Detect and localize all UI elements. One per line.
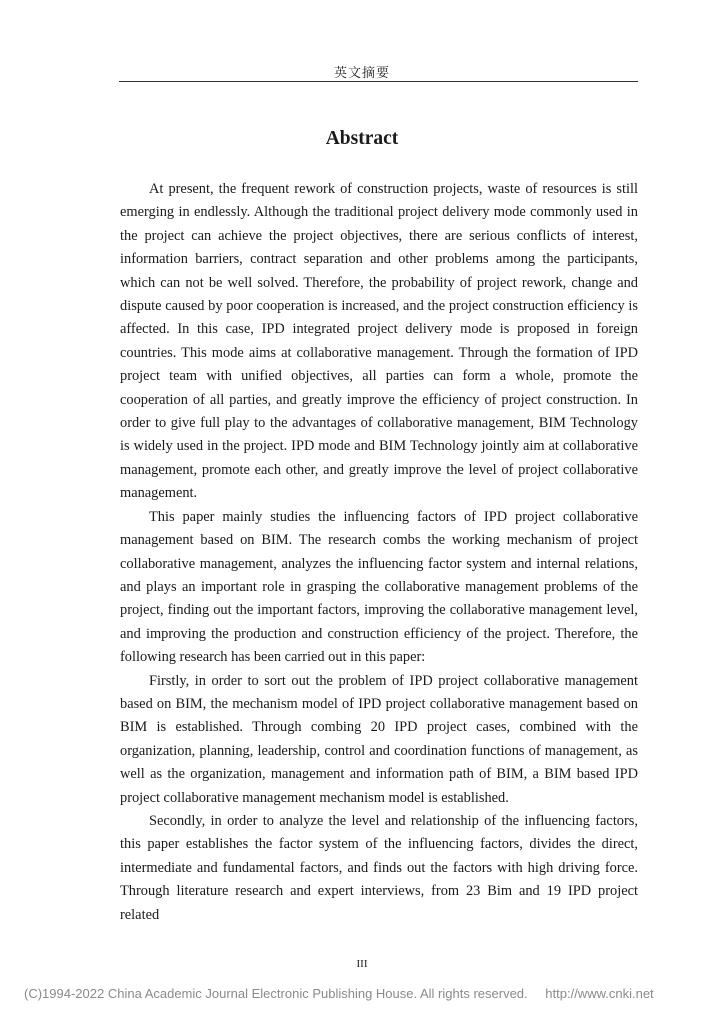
paragraph-1: At present, the frequent rework of construction projects, waste of resources is still emerging in endlessly. Although the traditional project delivery mode commonly used in the project can achieve the project objectives, there are serious conflicts of interest, information barriers, contract separation and other problems among the participants, which can not be well solved. Therefore, the probability of project rework, change and dispute caused by poor cooperation is increased, and the project construction efficiency is affected. In this case, IPD integrated project delivery mode is proposed in foreign countries. This mode aims at collaborative management. Through the formation of IPD project team with unified objectives, all parties can form a whole, promote the cooperation of all parties, and greatly improve the efficiency of project construction. In order to give full play to the advantages of collaborative management, BIM Technology is widely used in the project. IPD mode and BIM Technology jointly aim at collaborative management, promote each other, and greatly improve the level of project collaborative management. — [120, 181, 638, 502]
page-number: III — [356, 958, 368, 970]
paragraph-3: Firstly, in order to sort out the problem of IPD project collaborative management based on BIM, the mechanism model of IPD project collaborative management based on BIM is established. Through combing 20 IPD project cases, combined with the organization, planning, leadership, control and coordination functions of management, as well as the organization, management and information path of BIM, a BIM based IPD project collaborative management mechanism model is established. — [120, 672, 638, 806]
paragraph-4: Secondly, in order to analyze the level and relationship of the influencing factors, this paper establishes the factor system of the influencing factors, divides the direct, intermediate and fundamental factors, and finds out the factors with high driving force. Through literature research and expert interviews, from 23 Bim and 19 IPD project related — [120, 812, 638, 923]
running-header: 英文摘要 — [333, 66, 390, 81]
footer-url: http://www.cnki.net — [545, 986, 654, 1001]
abstract-body — [120, 178, 638, 927]
copyright-footer — [24, 986, 704, 1001]
paragraph-2: This paper mainly studies the influencing factors of IPD project collaborative management based on BIM. The research combs the working mechanism of project collaborative management, analyzes the influencing factor system and internal relations, and plays an important role in grasping the collaborative management problems of the project, finding out the important factors, improving the collaborative management level, and improving the production and construction efficiency of the project. Therefore, the following research has been carried out in this paper: — [120, 508, 638, 666]
header-divider — [119, 81, 638, 82]
copyright-text: (C)1994-2022 China Academic Journal Electronic Publishing House. All rights reserved. — [24, 986, 528, 1001]
page-title: Abstract — [325, 128, 399, 149]
